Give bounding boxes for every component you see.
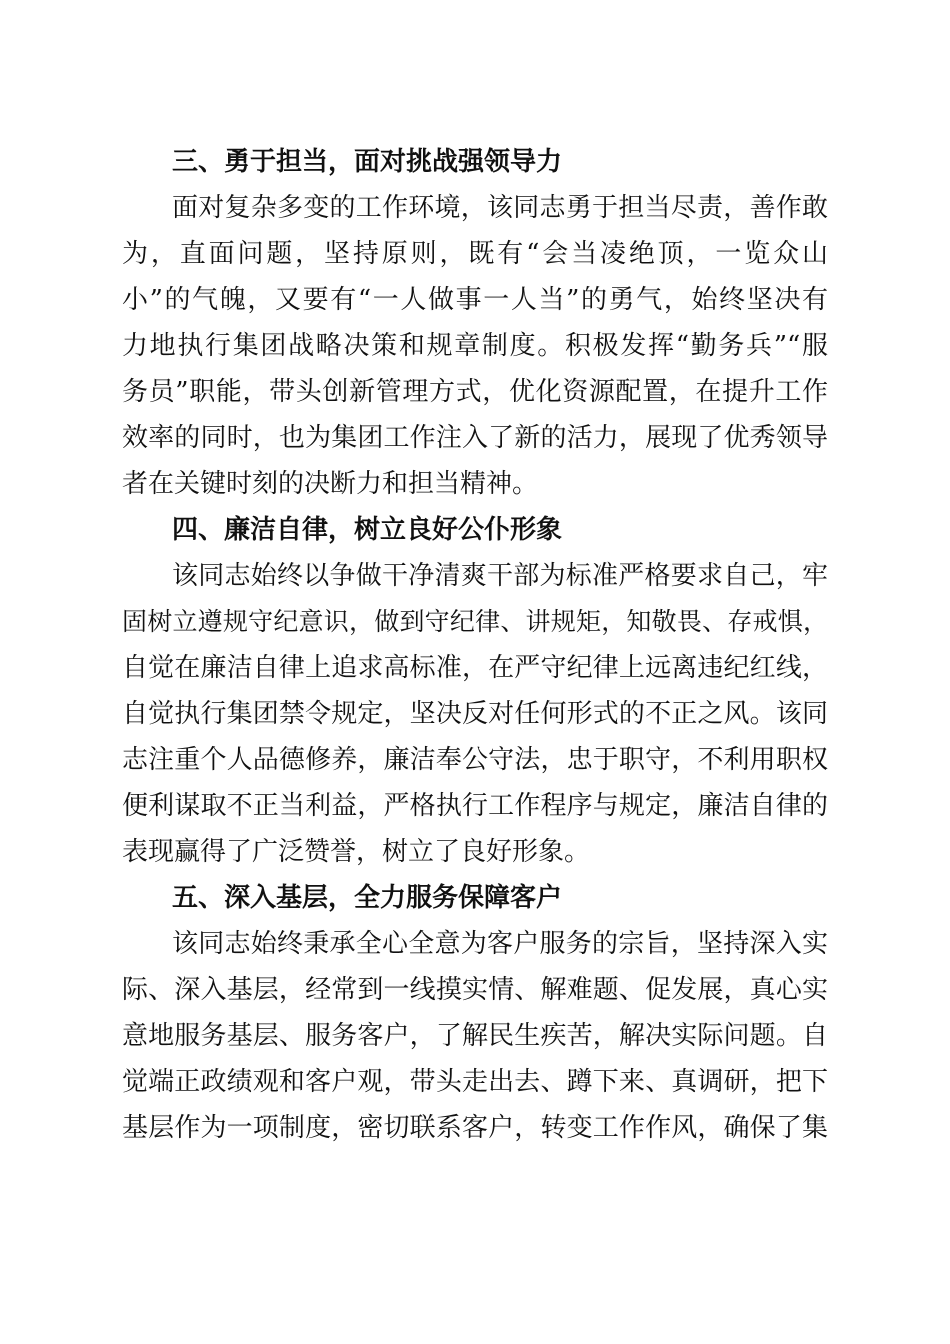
paragraph-line: 志注重个人品德修养，廉洁奉公守法，忠于职守，不利用职权: [122, 745, 828, 775]
paragraph-line: 面对复杂多变的工作环境，该同志勇于担当尽责，善作敢: [172, 193, 828, 223]
paragraph-line: 该同志始终秉承全心全意为客户服务的宗旨，坚持深入实: [172, 929, 828, 959]
paragraph-line: 意地服务基层、服务客户，了解民生疾苦，解决实际问题。自: [122, 1021, 828, 1051]
paragraph-line: 务员”职能，带头创新管理方式，优化资源配置，在提升工作: [122, 377, 828, 407]
paragraph-line: 自觉在廉洁自律上追求高标准，在严守纪律上远离违纪红线，: [122, 653, 828, 683]
paragraph-line: 效率的同时，也为集团工作注入了新的活力，展现了优秀领导: [122, 423, 828, 453]
paragraph-line: 者在关键时刻的决断力和担当精神。: [122, 469, 539, 499]
paragraph-line: 自觉执行集团禁令规定，坚决反对任何形式的不正之风。该同: [122, 699, 828, 729]
paragraph-line: 该同志始终以争做干净清爽干部为标准严格要求自己，牢: [172, 561, 828, 591]
paragraph-line: 力地执行集团战略决策和规章制度。积极发挥“勤务兵”“服: [122, 331, 828, 361]
paragraph-line: 表现赢得了广泛赞誉，树立了良好形象。: [122, 837, 591, 867]
paragraph-line: 为，直面问题，坚持原则，既有“会当凌绝顶，一览众山: [122, 239, 828, 269]
paragraph-line: 际、深入基层，经常到一线摸实情、解难题、促发展，真心实: [122, 975, 828, 1005]
paragraph-line: 小”的气魄，又要有“一人做事一人当”的勇气，始终坚决有: [122, 285, 828, 315]
paragraph-line: 觉端正政绩观和客户观，带头走出去、蹲下来、真调研，把下: [122, 1067, 828, 1097]
section-heading-5: 五、深入基层，全力服务保障客户: [172, 883, 563, 913]
paragraph-line: 基层作为一项制度，密切联系客户，转变工作作风，确保了集: [122, 1113, 828, 1143]
section-heading-4: 四、廉洁自律，树立良好公仆形象: [172, 515, 563, 545]
paragraph-line: 便利谋取不正当利益，严格执行工作程序与规定，廉洁自律的: [122, 791, 828, 821]
section-heading-3: 三、勇于担当，面对挑战强领导力: [172, 147, 563, 177]
paragraph-line: 固树立遵规守纪意识，做到守纪律、讲规矩，知敬畏、存戒惧，: [122, 607, 828, 636]
